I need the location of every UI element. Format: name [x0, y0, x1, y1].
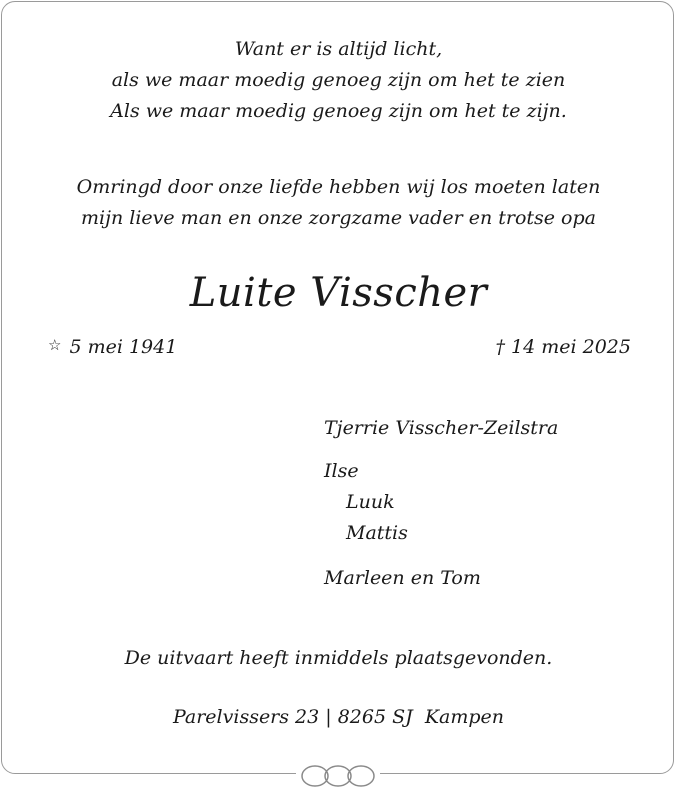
intro-text: [0, 172, 677, 234]
family-children: [324, 456, 408, 549]
rings-ornament-icon: [300, 764, 376, 788]
poem-line: Als we maar moedig genoeg zijn om het te zijn.: [110, 100, 567, 122]
intro-line: mijn lieve man en onze zorgzame vader en trotse opa: [81, 207, 596, 229]
family-child: Ilse: [324, 460, 359, 482]
intro-line: Omringd door onze liefde hebben wij los moeten laten: [76, 176, 601, 198]
poem: [0, 34, 677, 127]
funeral-notice: De uitvaart heeft inmiddels plaatsgevonden.: [124, 647, 553, 669]
death-date: † 14 mei 2025: [495, 336, 631, 358]
family-grandchild: Mattis: [346, 522, 408, 544]
family-spouse: Tjerrie Visscher-Zeilstra: [324, 417, 559, 439]
star-icon: ☆: [48, 336, 62, 354]
family-child: Marleen en Tom: [324, 567, 481, 589]
birth-date-text: 5 mei 1941: [69, 336, 178, 358]
family-grandchild: Luuk: [346, 491, 395, 513]
poem-line: als we maar moedig genoeg zijn om het te zien: [111, 69, 566, 91]
poem-line: Want er is altijd licht,: [234, 38, 443, 60]
address: Parelvissers 23 | 8265 SJ Kampen: [172, 706, 505, 728]
deceased-name: Luite Visscher: [189, 270, 488, 316]
birth-date: [48, 336, 177, 358]
